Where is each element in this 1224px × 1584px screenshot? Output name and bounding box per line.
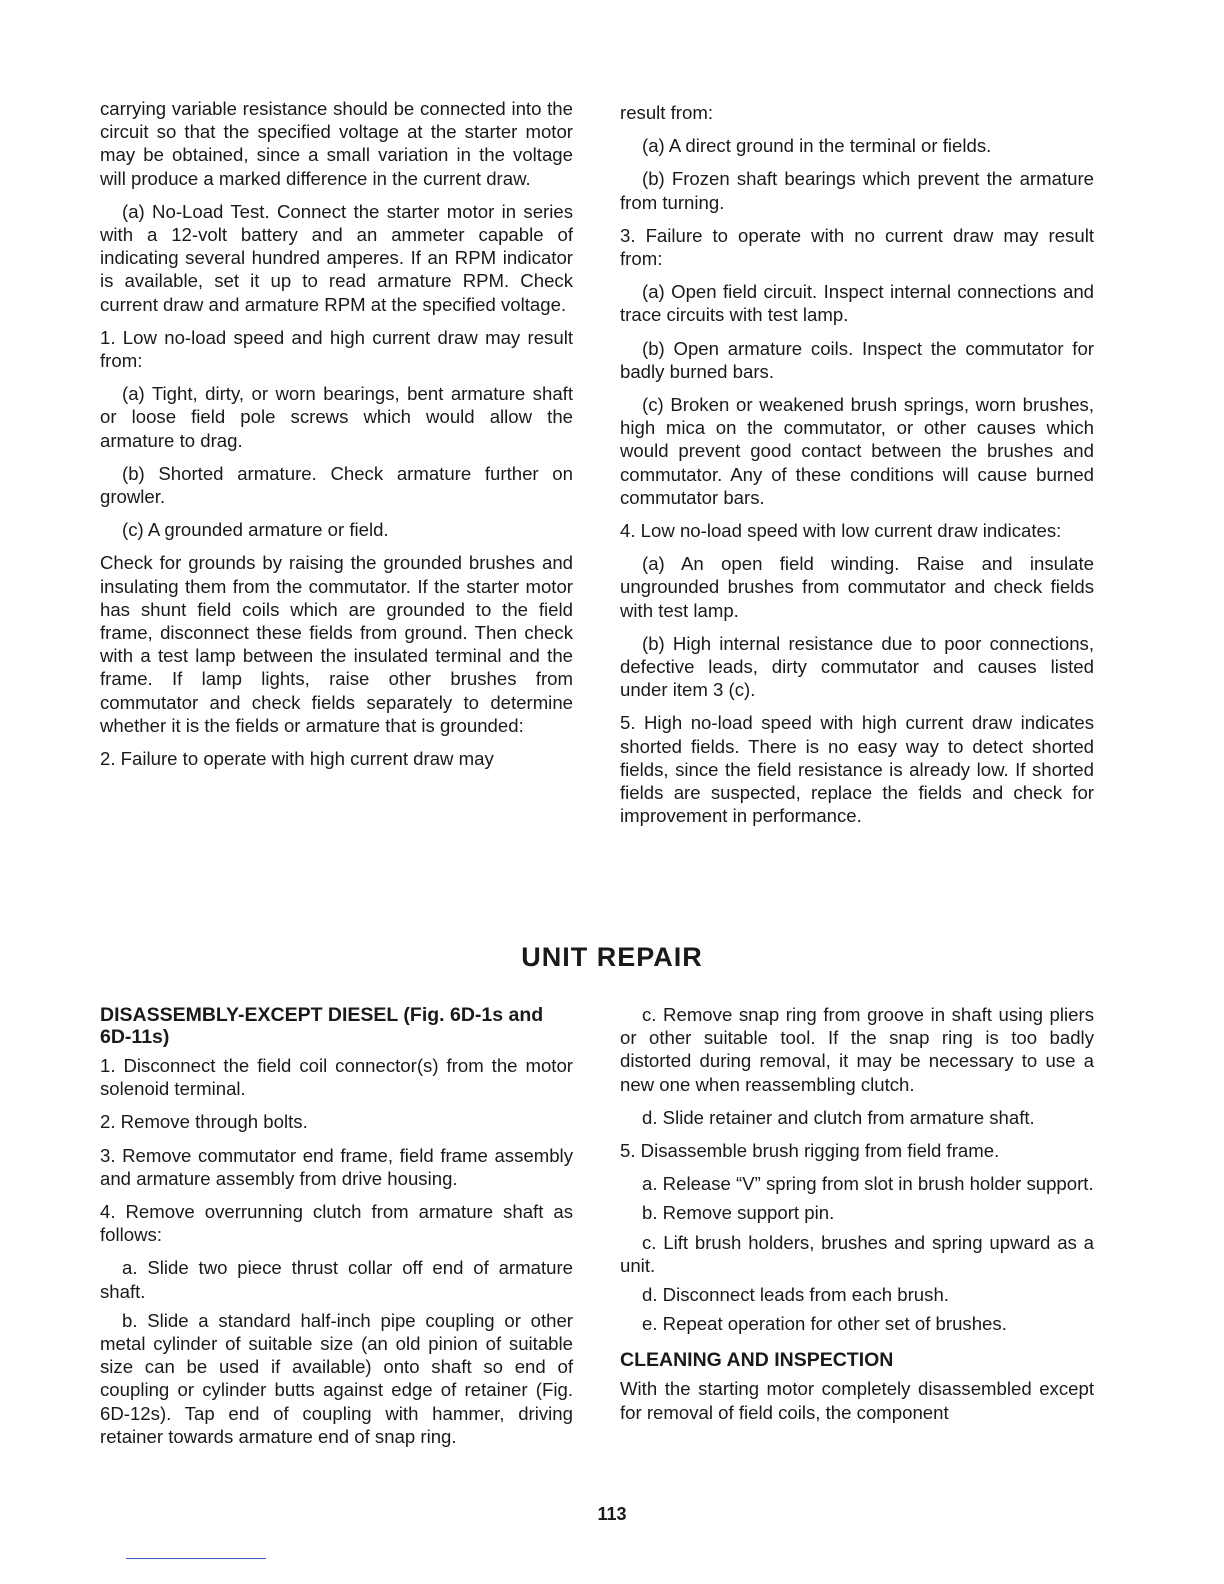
list-subitem: b. Slide a standard half-inch pipe coupling or other metal cylinder of suitable size (an old pinion of suitable size can be used if available) onto shaft so end of coupling or cylinder butts against edge of retainer (Fig. 6D-12s). Tap end of coupling with hammer, driving retainer towards armature end of snap ring. bbox=[100, 1309, 573, 1447]
list-subitem: c. Lift brush holders, brushes and spring upward as a unit. bbox=[620, 1231, 1094, 1276]
list-subitem: a. Slide two piece thrust collar off end of armature shaft. bbox=[100, 1257, 573, 1302]
list-subitem: d. Disconnect leads from each brush. bbox=[642, 1284, 949, 1306]
column-left-top bbox=[100, 97, 573, 780]
list-subitem: (a) A direct ground in the terminal or fields. bbox=[642, 135, 992, 157]
footer-rule bbox=[126, 1558, 266, 1559]
page-number: 113 bbox=[597, 1504, 627, 1524]
list-subitem: (b) Frozen shaft bearings which prevent the armature from turning. bbox=[620, 168, 1094, 213]
paragraph: result from: bbox=[620, 102, 713, 123]
list-item: 3. Remove commutator end frame, field frame assembly and armature assembly from drive housing. bbox=[100, 1144, 573, 1189]
paragraph-no-load-test: (a) No-Load Test. Connect the starter motor in series with a 12-volt battery and an ammeter capable of indicating several hundred amperes. If an RPM indicator is available, set it up to read armature RPM. Check current draw and armature RPM at the specified voltage. bbox=[100, 200, 573, 315]
column-right-top bbox=[620, 101, 1094, 837]
list-item: 2. Remove through bolts. bbox=[100, 1111, 308, 1133]
paragraph: With the starting motor completely disassembled except for removal of field coils, the component bbox=[620, 1378, 1094, 1423]
column-right-bottom bbox=[620, 1003, 1094, 1434]
list-subitem: (b) Open armature coils. Inspect the commutator for badly burned bars. bbox=[620, 337, 1094, 382]
list-item: 2. Failure to operate with high current draw may bbox=[100, 748, 494, 770]
list-subitem: (b) Shorted armature. Check armature further on growler. bbox=[100, 462, 573, 508]
list-subitem: c. Remove snap ring from groove in shaft using pliers or other suitable tool. If the snap ring is too badly distorted during removal, it may be necessary to use a new one when reassembling clutch. bbox=[620, 1004, 1094, 1095]
column-left-bottom bbox=[100, 1004, 573, 1454]
list-subitem: (c) A grounded armature or field. bbox=[122, 519, 389, 541]
list-subitem: (a) Open field circuit. Inspect internal connections and trace circuits with test lamp. bbox=[620, 281, 1094, 326]
list-item: 5. Disassemble brush rigging from field frame. bbox=[620, 1140, 1000, 1162]
list-item: 4. Low no-load speed with low current draw indicates: bbox=[620, 520, 1062, 542]
list-item: 1. Disconnect the field coil connector(s) from the motor solenoid terminal. bbox=[100, 1055, 573, 1100]
paragraph: carrying variable resistance should be connected into the circuit so that the specified voltage at the starter motor may be obtained, since a small variation in the voltage will produce a marked difference in the current draw. bbox=[100, 98, 573, 189]
list-subitem: (a) An open field winding. Raise and insulate ungrounded brushes from commutator and check fields with test lamp. bbox=[620, 553, 1094, 621]
list-item: 4. Remove overrunning clutch from armature shaft as follows: bbox=[100, 1201, 573, 1246]
list-subitem: b. Remove support pin. bbox=[642, 1202, 835, 1224]
list-subitem: (b) High internal resistance due to poor connections, defective leads, dirty commutator and causes listed under item 3 (c). bbox=[620, 632, 1094, 701]
list-subitem: d. Slide retainer and clutch from armature shaft. bbox=[642, 1106, 1035, 1128]
list-subitem: e. Repeat operation for other set of brushes. bbox=[642, 1313, 1007, 1335]
list-item: 3. Failure to operate with no current draw may result from: bbox=[620, 224, 1094, 270]
list-subitem: (c) Broken or weakened brush springs, worn brushes, high mica on the commutator, or other causes which would prevent good contact between the brushes and commutator. Any of these conditions will cause burned commutator bars. bbox=[620, 394, 1094, 508]
list-subitem: a. Release “V” spring from slot in brush holder support. bbox=[642, 1173, 1094, 1195]
section-title: UNIT REPAIR bbox=[521, 942, 703, 972]
list-item: 5. High no-load speed with high current draw indicates shorted fields. There is no easy way to detect shorted fields, since the field resistance is already low. If shorted fields are suspected, replace the fields and check for improvement in performance. bbox=[620, 712, 1094, 827]
heading-cleaning: CLEANING AND INSPECTION bbox=[620, 1349, 894, 1372]
list-item: 1. Low no-load speed and high current draw may result from: bbox=[100, 326, 573, 372]
paragraph: Check for grounds by raising the grounded brushes and insulating them from the commutator. If the starter motor has shunt field coils which are grounded to the field frame, disconnect these fields from ground. Then check with a test lamp between the insulated terminal and the frame. If lamp lights, raise other brushes from commutator and check fields separately to determine whether it is the fields or armature that is grounded: bbox=[100, 552, 573, 736]
list-subitem: (a) Tight, dirty, or worn bearings, bent armature shaft or loose field pole screws which would allow the armature to drag. bbox=[100, 383, 573, 451]
heading-disassembly: DISASSEMBLY-EXCEPT DIESEL (Fig. 6D-1s and 6D-11s) bbox=[100, 1004, 544, 1048]
